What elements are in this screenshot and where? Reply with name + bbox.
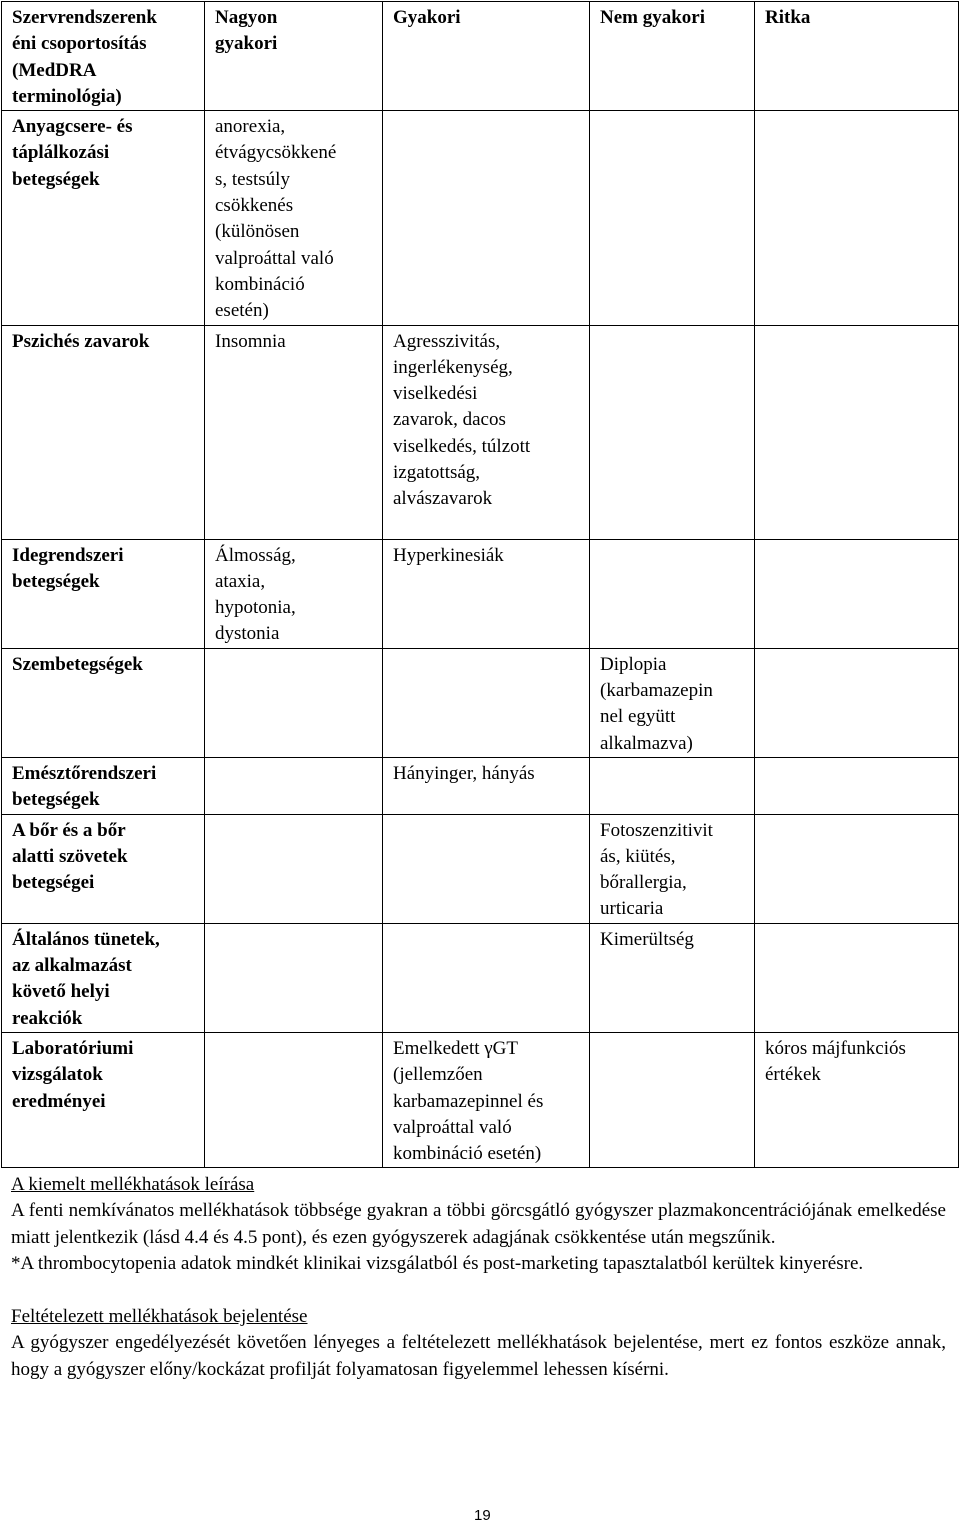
very-common-cell: Insomnia xyxy=(205,325,383,539)
common-cell xyxy=(383,648,590,757)
rare-cell: kóros májfunkciós értékek xyxy=(755,1032,959,1167)
header-rare: Ritka xyxy=(755,2,959,111)
uncommon-cell: Diplopia (karbamazepin nel együtt alkalmazva) xyxy=(590,648,755,757)
header-organ-class: Szervrendszerenk éni csoportosítás (MedDRA terminológia) xyxy=(2,2,205,111)
rare-cell xyxy=(755,325,959,539)
table-row xyxy=(2,923,959,1032)
organ-class-cell: Laboratóriumi vizsgálatok eredményei xyxy=(2,1032,205,1167)
table-row xyxy=(2,539,959,648)
organ-class-cell: Általános tünetek, az alkalmazást követő helyi reakciók xyxy=(2,923,205,1032)
table-row xyxy=(2,325,959,539)
paragraph: A fenti nemkívánatos mellékhatások többsége gyakran a többi görcsgátló gyógyszer plazmakoncentrációjának emelkedése miatt jelentkezik (lásd 4.4 és 4.5 pont), és ezen gyógyszerek adagjának csökkentése után megszűnik. xyxy=(11,1200,946,1248)
common-cell xyxy=(383,814,590,923)
common-cell xyxy=(383,111,590,325)
common-cell: Agresszivitás, ingerlékenység, viselkedési zavarok, dacos viselkedés, túlzott izgatottság, alvászavarok xyxy=(383,325,590,539)
uncommon-cell xyxy=(590,325,755,539)
uncommon-cell xyxy=(590,1032,755,1167)
rare-cell xyxy=(755,111,959,325)
header-very-common: Nagyon gyakori xyxy=(205,2,383,111)
section-heading-reporting: Feltételezett mellékhatások bejelentése xyxy=(11,1306,308,1328)
very-common-cell xyxy=(205,814,383,923)
very-common-cell xyxy=(205,648,383,757)
very-common-cell xyxy=(205,1032,383,1167)
common-cell xyxy=(383,923,590,1032)
page-number: 19 xyxy=(474,1507,491,1524)
very-common-cell xyxy=(205,923,383,1032)
table-row xyxy=(2,757,959,814)
organ-class-cell: A bőr és a bőr alatti szövetek betegségei xyxy=(2,814,205,923)
organ-class-cell: Pszichés zavarok xyxy=(2,325,205,539)
common-cell: Emelkedett γGT (jellemzően karbamazepinnel és valproáttal való kombináció esetén) xyxy=(383,1032,590,1167)
rare-cell xyxy=(755,539,959,648)
paragraph: A gyógyszer engedélyezését követően lényeges a feltételezett mellékhatások bejelentése, mert ez fontos eszköze annak, hogy a gyógyszer előny/kockázat profilját folyamatosan figyelemmel lehessen kísérni. xyxy=(11,1332,946,1380)
paragraph: *A thrombocytopenia adatok mindkét klinikai vizsgálatból és post-marketing tapasztalatból kerültek kinyerésre. xyxy=(11,1252,864,1274)
rare-cell xyxy=(755,814,959,923)
very-common-cell: anorexia, étvágycsökkené s, testsúly csökkenés (különösen valproáttal való kombináció esetén) xyxy=(205,111,383,325)
organ-class-cell: Szembetegségek xyxy=(2,648,205,757)
adverse-reactions-table xyxy=(1,1,959,1168)
very-common-cell xyxy=(205,757,383,814)
common-cell: Hányinger, hányás xyxy=(383,757,590,814)
organ-class-cell: Idegrendszeri betegségek xyxy=(2,539,205,648)
notes-section xyxy=(11,1172,946,1383)
very-common-cell: Álmosság, ataxia, hypotonia, dystonia xyxy=(205,539,383,648)
table-row xyxy=(2,1032,959,1167)
rare-cell xyxy=(755,757,959,814)
table-header-row xyxy=(2,2,959,111)
header-common: Gyakori xyxy=(383,2,590,111)
uncommon-cell: Kimerültség xyxy=(590,923,755,1032)
uncommon-cell xyxy=(590,539,755,648)
uncommon-cell xyxy=(590,111,755,325)
table-row xyxy=(2,814,959,923)
rare-cell xyxy=(755,923,959,1032)
table-row xyxy=(2,111,959,325)
organ-class-cell: Anyagcsere- és táplálkozási betegségek xyxy=(2,111,205,325)
section-heading-selected-reactions: A kiemelt mellékhatások leírása xyxy=(11,1174,255,1195)
header-uncommon: Nem gyakori xyxy=(590,2,755,111)
uncommon-cell: Fotoszenzitivit ás, kiütés, bőrallergia, urticaria xyxy=(590,814,755,923)
common-cell: Hyperkinesiák xyxy=(383,539,590,648)
uncommon-cell xyxy=(590,757,755,814)
organ-class-cell: Emésztőrendszeri betegségek xyxy=(2,757,205,814)
table-row xyxy=(2,648,959,757)
rare-cell xyxy=(755,648,959,757)
